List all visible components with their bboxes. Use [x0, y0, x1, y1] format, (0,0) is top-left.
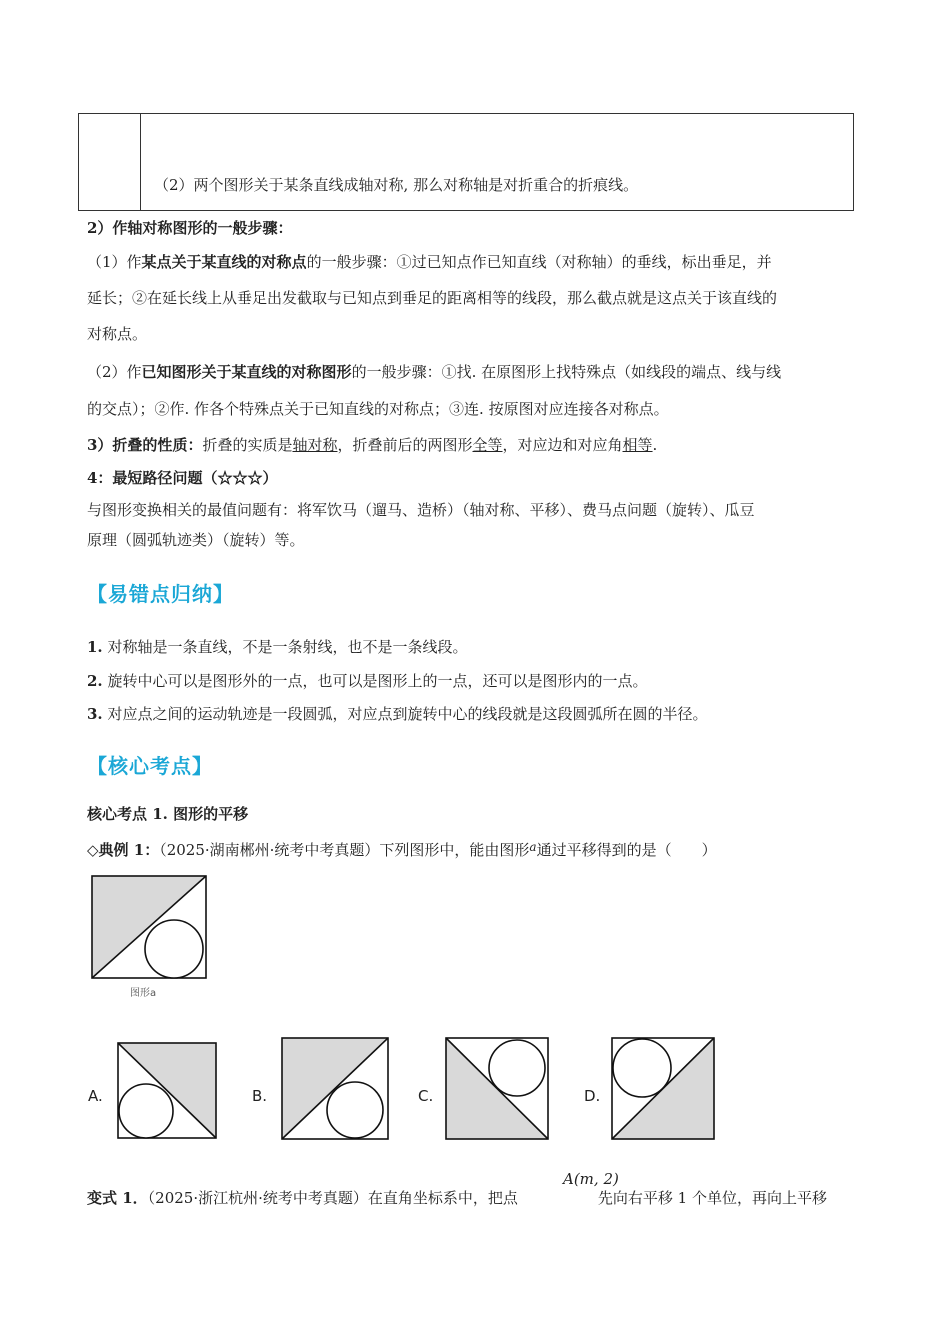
example-1-question: [87, 837, 717, 860]
table-row-text: （2）两个图形关于某条直线成轴对称, 那么对称轴是对折重合的折痕线。: [154, 176, 639, 194]
option-c-label[interactable]: C.: [418, 1087, 434, 1105]
variant-point-math: A(m, 2): [563, 1170, 619, 1188]
example-var: a: [529, 840, 537, 854]
p2-bold: 已知图形关于某直线的对称图形: [141, 363, 352, 381]
folding-u2: 全等: [472, 436, 503, 454]
option-c-figure[interactable]: [444, 1036, 552, 1142]
steps-paragraph-2-line2: 的交点）；②作. 作各个特殊点关于已知直线的对称点；③连. 按原图对应连接各对称点。: [87, 400, 669, 418]
p1-rest: 的一般步骤：①过已知点作已知直线（对称轴）的垂线，标出垂足，并: [306, 253, 772, 271]
folding-properties: [87, 435, 657, 455]
shortest-path-line1: 与图形变换相关的最值问题有：将军饮马（遛马、造桥）（轴对称、平移）、费马点问题（旋转）、瓜豆: [87, 501, 755, 519]
variant-text: （2025·浙江杭州·统考中考真题）在直角坐标系中，把点: [147, 1189, 518, 1207]
shortest-path-line2: 原理（圆弧轨迹类）（旋转）等。: [87, 531, 305, 549]
p1-bold: 某点关于某直线的对称点: [141, 253, 307, 271]
variant-tail: 先向右平移 1 个单位，再向上平移: [597, 1189, 827, 1207]
shortest-path-heading: 4：最短路径问题（☆☆☆）: [87, 469, 278, 487]
error-num: 2.: [87, 672, 103, 690]
steps-paragraph-1-line3: 对称点。: [87, 325, 148, 343]
steps-paragraph-1-line2: 延长；②在延长线上从垂足出发截取与已知点到垂足的距离相等的线段，那么截点就是这点关于该直线的: [87, 289, 778, 307]
variant-label: 变式 1．: [87, 1189, 148, 1207]
option-a-figure[interactable]: [116, 1041, 220, 1141]
variant-1-question: [87, 1188, 827, 1208]
error-item-2: [87, 671, 647, 691]
folding-heading: 3）折叠的性质：: [87, 436, 203, 454]
folding-t1: 折叠的实质是: [202, 436, 293, 454]
error-text: 对应点之间的运动轨迹是一段圆弧，对应点到旋转中心的线段就是这段圆弧所在圆的半径。: [102, 705, 708, 723]
steps-heading: 2）作轴对称图形的一般步骤：: [87, 219, 293, 237]
error-item-3: [87, 704, 707, 724]
steps-paragraph-1: [87, 252, 772, 272]
example-tail: 通过平移得到的是（ ）: [536, 841, 717, 859]
option-b-label[interactable]: B.: [252, 1087, 268, 1105]
core-subheading: 核心考点 1. 图形的平移: [87, 805, 249, 823]
error-item-1: [87, 637, 467, 657]
error-text: 旋转中心可以是图形外的一点，也可以是图形上的一点，还可以是图形内的一点。: [102, 672, 648, 690]
p2-rest: 的一般步骤：①找. 在原图形上找特殊点（如线段的端点、线与线: [351, 363, 782, 381]
folding-u3: 相等: [622, 436, 653, 454]
table-column-divider: [140, 114, 141, 210]
p1-prefix: （1）作: [87, 253, 142, 271]
definition-table: [78, 113, 854, 211]
folding-t3: ，对应边和对应角: [502, 436, 623, 454]
errors-section-title: 【易错点归纳】: [87, 582, 234, 606]
error-text: 对称轴是一条直线，不是一条射线，也不是一条线段。: [102, 638, 468, 656]
error-num: 1.: [87, 638, 103, 656]
example-text: （2025·湖南郴州·统考中考真题）下列图形中，能由图形: [159, 841, 530, 859]
folding-u1: 轴对称: [292, 436, 338, 454]
steps-paragraph-2: [87, 362, 781, 382]
option-b-figure[interactable]: [280, 1036, 392, 1142]
option-d-label[interactable]: D.: [584, 1087, 601, 1105]
option-d-figure[interactable]: [610, 1036, 718, 1142]
option-a-label[interactable]: A.: [88, 1087, 103, 1105]
figure-a-caption: 图形a: [130, 988, 157, 999]
p2-prefix: （2）作: [87, 363, 142, 381]
core-section-title: 【核心考点】: [87, 754, 213, 778]
folding-t4: .: [652, 436, 658, 454]
figure-a: [90, 874, 210, 1004]
example-label: ◇典例 1：: [87, 841, 160, 859]
folding-t2: ，折叠前后的两图形: [337, 436, 473, 454]
error-num: 3.: [87, 705, 103, 723]
